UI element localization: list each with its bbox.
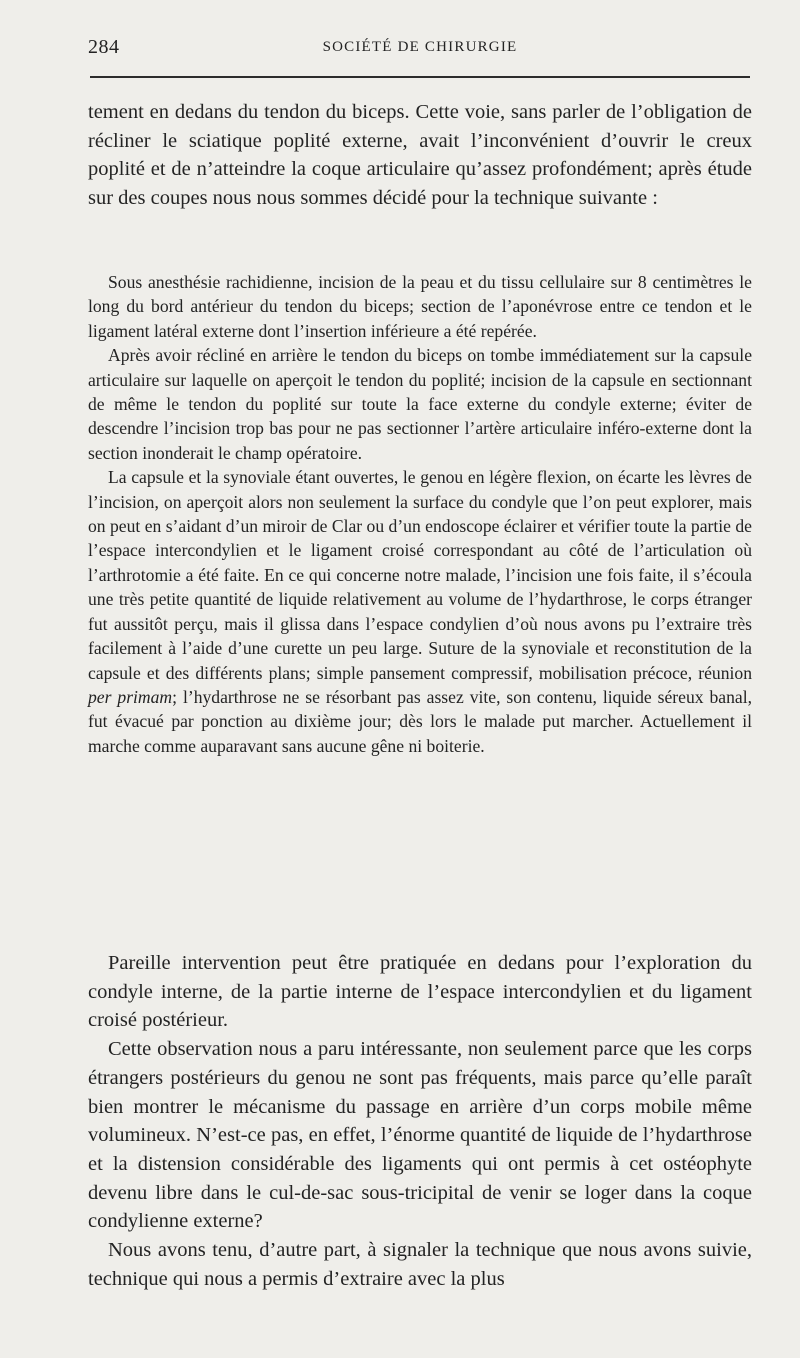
page-number: 284 — [88, 36, 120, 58]
discussion-paragraph-3: Nous avons tenu, d’autre part, à signaler la technique que nous avons suivie, technique qui nous a permis d’extraire avec la plus — [88, 1239, 752, 1290]
discussion-text — [88, 949, 752, 1293]
technique-paragraph-1: Sous anesthésie rachidienne, incision de la peau et du tissu cellulaire sur 8 centimètres le long du bord antérieur du tendon du biceps; section de l’aponévrose entre ce tendon et le ligament latéral externe dont l’insertion inférieure a été repérée. — [88, 272, 752, 341]
running-title: SOCIÉTÉ DE CHIRURGIE — [322, 39, 518, 55]
discussion-paragraph-2: Cette observation nous a paru intéressante, non seulement parce que les corps étrangers postérieurs du genou ne sont pas fréquents, mais parce qu’elle paraît bien montrer le mécanisme du passage en arrière d’un corps mobile même volumineux. N’est-ce pas, en effet, l’énorme quantité de liquide de l’hydarthrose et la distension considérable des ligaments qui ont permis à cet ostéophyte devenu libre dans le cul-de-sac sous-tricipital de venir se loger dans la coque condylienne externe? — [88, 1038, 752, 1233]
discussion-paragraph-1: Pareille intervention peut être pratiquée en dedans pour l’exploration du condyle interne, de la partie interne de l’espace intercondylien et du ligament croisé postérieur. — [88, 952, 752, 1032]
technique-text — [88, 270, 752, 758]
latin-phrase: per primam — [88, 686, 173, 707]
page-header — [88, 36, 752, 60]
technique-paragraph-3 — [88, 465, 752, 758]
technique-paragraph-2: Après avoir récliné en arrière le tendon du biceps on tombe immédiatement sur la capsule articulaire sur laquelle on aperçoit le tendon du poplité; incision de la capsule en sectionnant de même le tendon du poplité sur toute la face externe du condyle externe; éviter de descendre l’incision trop bas pour ne pas sectionner l’artère articulaire inféro-externe dont la section inonderait le champ opératoire. — [88, 345, 752, 463]
intro-paragraph: tement en dedans du tendon du biceps. Cette voie, sans parler de l’obligation de récliner le sciatique poplité externe, avait l’inconvénient d’ouvrir le creux poplité et de n’atteindre la coque articulaire qu’assez profondément; après étude sur des coupes nous nous sommes décidé pour la technique suivante : — [88, 101, 752, 210]
technique-paragraph-3-part-a: La capsule et la synoviale étant ouvertes, le genou en légère flexion, on écarte les lèvres de l’incision, on aperçoit alors non seulement la surface du condyle que l’on peut explorer, mais on peut en s’aidant d’un miroir de Clar ou d’un endoscope éclairer et vérifier toute la partie de l’espace intercondylien et le ligament croisé correspondant au côté de l’articulation où l’arthrotomie a été faite. En ce qui concerne notre malade, l’incision une fois faite, il s’écoula une très petite quantité de liquide relativement au volume de l’hydarthrose, le corps étranger fut aussitôt perçu, mais il glissa dans l’espace condylien d’où nous avons pu l’extraire très facilement à l’aide d’une curette un peu large. Suture de la synoviale et reconstitution de la capsule et des différents plans; simple pansement compressif, mobilisation précoce, réunion — [88, 467, 752, 683]
header-rule — [90, 76, 750, 78]
intro-text — [88, 98, 752, 213]
technique-paragraph-3-part-b: ; l’hydarthrose ne se résorbant pas assez vite, son contenu, liquide séreux banal, fut évacué par ponction au dixième jour; dès lors le malade put marcher. Actuellement il marche comme auparavant sans aucune gêne ni boiterie. — [88, 686, 753, 756]
